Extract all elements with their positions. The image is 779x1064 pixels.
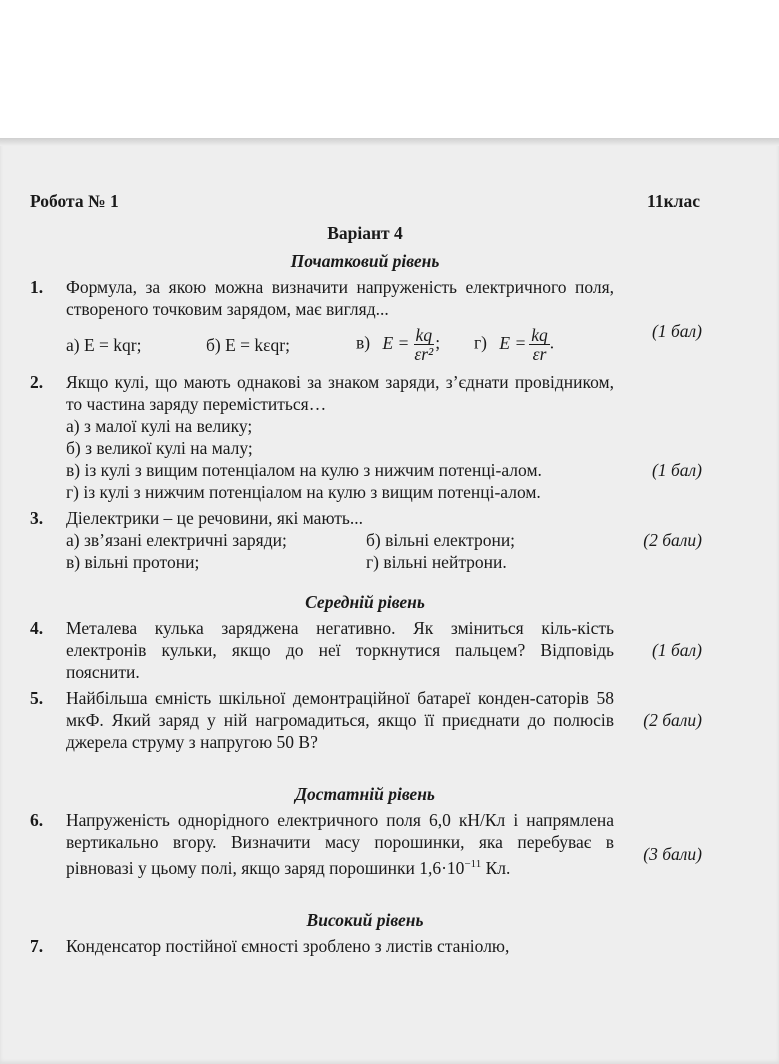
work-title: Робота № 1 [30,191,119,211]
question-5 [30,687,700,753]
score-label: (1 бал) [652,321,702,341]
question-text: Конденсатор постійної ємності зроблено з листів станіолю, [66,935,510,956]
formula-lhs: E = [382,332,410,353]
answer-options [66,529,614,573]
option-d: г) вільні нейтрони. [366,552,507,572]
score-label: (2 бали) [643,530,702,550]
test-content [30,190,700,957]
question-text: Металева кулька заряджена негативно. Як зміниться кіль-кість електронів кульки, якщо до неї торкнутися пальцем? Відповідь пояснити. [66,618,614,682]
score-label: (2 бали) [643,710,702,730]
option-c [356,326,474,363]
option-d [474,326,554,363]
question-text: Найбільша ємність шкільної демонтраційної батареї конден-саторів 58 мкФ. Який заряд у ній нагромадиться, якщо її приєднати до полюсів джерела струму з напругою 50 В? [66,688,614,752]
question-text [66,809,614,879]
option-label: в) [356,332,371,353]
question-6 [30,809,700,879]
option-a: а) зв’язані електричні заряди; [66,530,287,550]
option-label: г) [474,332,488,353]
fraction [412,326,435,363]
question-text-main: Напруженість однорідного електричного поля 6,0 кН/Кл і напрямлена вертикально вгору. Визначити масу порошинки, яка перебуває в рівновазі у цьому полі, якщо заряд порошинки 1,6·10 [66,810,614,878]
variant-title: Варіант 4 [327,223,403,243]
option-a: а) E = kqr; [66,334,142,355]
question-1 [30,276,700,363]
question-number: 5. [30,688,44,708]
punct: . [549,332,555,353]
option-c: в) із кулі з вищим потенціалом на кулю з нижчим потенці-алом. [66,460,542,480]
denominator: εr [532,344,547,364]
option-c: в) вільні протони; [66,552,200,572]
numerator: kq [415,325,433,345]
score-label: (1 бал) [652,640,702,660]
question-number: 7. [30,935,44,956]
level-sufficient: Достатній рівень [295,784,435,804]
question-number: 1. [30,277,44,297]
option-b: б) E = kεqr; [206,334,290,355]
question-number: 3. [30,508,44,528]
question-text: Формула, за якою можна визначити напруженість електричного поля, створеного точковим зарядом, має вигляд... [66,277,614,319]
punct: ; [435,332,441,353]
option-a: а) з малої кулі на велику; [66,416,253,436]
level-initial: Початковий рівень [290,251,440,271]
option-b: б) вільні електрони; [366,530,516,550]
question-text: Якщо кулі, що мають однакові за знаком заряди, з’єднати провідником, то частина заряду переміститься… [66,372,614,414]
exponent: −11 [464,858,482,870]
question-7 [30,935,700,957]
score-label: (1 бал) [652,460,702,480]
header-row [30,190,700,212]
question-text-end: Кл. [481,857,511,878]
question-2 [30,371,700,503]
formula-lhs: E = [499,332,527,353]
score-label: (3 бали) [643,844,702,864]
denominator: εr² [414,344,434,364]
level-high: Високий рівень [306,909,424,930]
question-text: Діелектрики – це речовини, які мають... [66,508,364,528]
question-number: 4. [30,618,44,638]
option-b: б) з великої кулі на малу; [66,438,253,458]
fraction [529,326,550,363]
question-number: 6. [30,810,44,830]
answer-options [66,326,614,363]
level-medium: Середній рівень [305,592,425,612]
grade-label: 11клас [647,191,700,211]
question-number: 2. [30,372,44,392]
option-d: г) із кулі з нижчим потенціалом на кулю з вищим потенці-алом. [66,482,541,502]
numerator: kq [531,325,548,345]
question-3 [30,507,700,573]
question-4 [30,617,700,683]
